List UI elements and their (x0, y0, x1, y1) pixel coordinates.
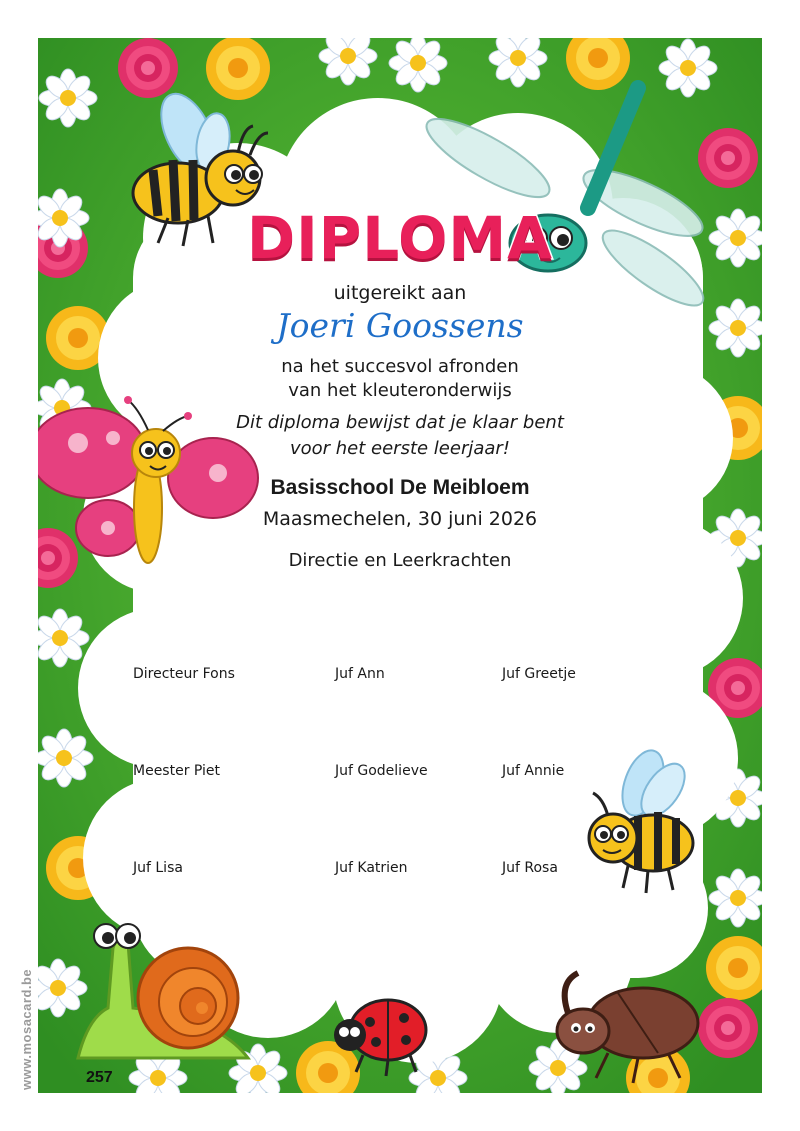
diploma-card (38, 38, 762, 1093)
signatory-name: Juf Annie (502, 763, 565, 779)
achievement-line-1: na het succesvol afronden (281, 356, 519, 377)
note-line-1: Dit diploma bewijst dat je klaar bent (236, 412, 564, 433)
signatory-name: Juf Rosa (502, 860, 558, 876)
signatory-name: Juf Katrien (335, 860, 408, 876)
signatory-name: Juf Greetje (502, 666, 576, 682)
signatory-name: Juf Godelieve (335, 763, 428, 779)
watermark: www.mosacard.be (19, 968, 34, 1090)
signed-by: Directie en Leerkrachten (288, 550, 512, 571)
diploma-title: DIPLOMA (246, 204, 554, 272)
recipient-name: Joeri Goossens (276, 306, 524, 345)
place-and-date: Maasmechelen, 30 juni 2026 (262, 508, 538, 530)
signatory-name: Juf Lisa (133, 860, 183, 876)
signatory-name: Meester Piet (133, 763, 221, 779)
signatory-name: Directeur Fons (133, 666, 235, 682)
signatory-name: Juf Ann (335, 666, 385, 682)
achievement-line-2: van het kleuteronderwijs (288, 380, 512, 401)
note-line-2: voor het eerste leerjaar! (289, 438, 511, 459)
school-name: Basisschool De Meibloem (270, 476, 530, 499)
issued-to-label: uitgereikt aan (333, 282, 467, 304)
design-code: 257 (86, 1069, 113, 1086)
